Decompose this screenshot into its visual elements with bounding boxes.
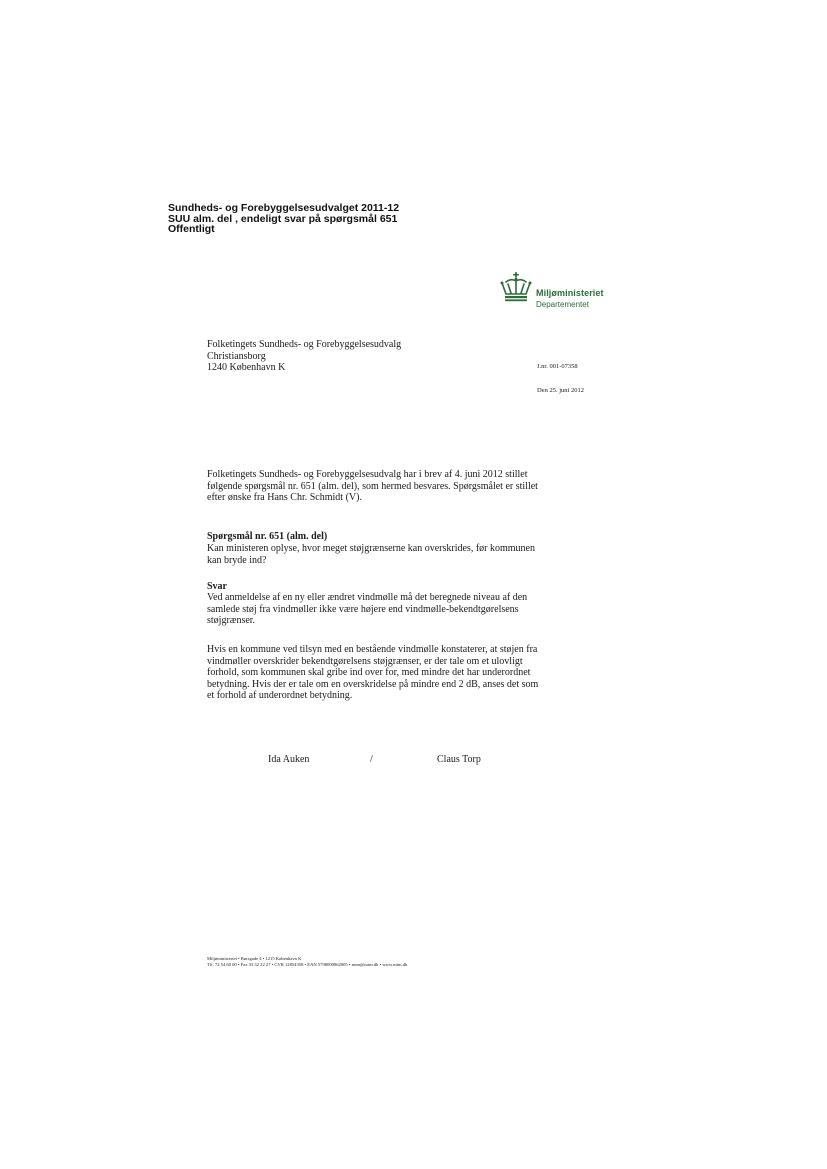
answer-paragraph-2: Hvis en kommune ved tilsyn med en bestående vindmølle konstaterer, at støjen fra vindmøller overskrider bekendtgørelsens støjgrænser, er der tale om et ulovligt forhold, som kommunen skal gribe ind over for, med mindre det har underordnet betydning. Hvis der er tale om en overskridelse på mindre end 2 dB, anses det som et forhold af underordnet betydning. — [207, 644, 539, 701]
logo-department: Departementet — [536, 300, 589, 309]
recipient-line-committee: Folketingets Sundheds- og Forebyggelsesudvalg — [207, 339, 402, 350]
stamp-line-reference: SUU alm. del , endeligt svar på spørgsmål 651 — [168, 212, 398, 225]
letter-date: Den 25. juni 2012 — [537, 387, 584, 394]
document-stamp — [168, 203, 399, 235]
recipient-address — [207, 339, 401, 374]
crown-icon — [498, 272, 534, 302]
journal-number: J.nr. 001-07358 — [537, 363, 578, 370]
footer-contact: Tlf. 72 54 60 00 • Fax 33 32 22 27 • CVR 12854358 • EAN 5798000862005 • mim@mim.dk • www.mim.dk — [207, 962, 408, 967]
stamp-line-committee: Sundheds- og Forebyggelsesudvalget 2011-12 — [168, 202, 400, 214]
footer-address: Miljøministeriet • Børsgade 4 • 1215 København K — [207, 956, 302, 961]
question-text: Kan ministeren oplyse, hvor meget støjgrænserne kan overskrides, før kommunen kan bryde ind? — [207, 543, 535, 566]
signature-separator: / — [370, 754, 373, 765]
answer-paragraph-1: Ved anmeldelse af en ny eller ændret vindmølle må det beregnede niveau af den samlede støj fra vindmøller ikke være højere end vindmølle-bekendtgørelsens støjgrænser. — [207, 592, 528, 626]
signature-name-1: Ida Auken — [268, 754, 310, 765]
recipient-line-building: Christiansborg — [207, 350, 266, 362]
intro-paragraph: Folketingets Sundheds- og Forebyggelsesudvalg har i brev af 4. juni 2012 stillet følgende spørgsmål nr. 651 (alm. del), som hermed besvares. Spørgsmålet er stillet efter ønske fra Hans Chr. Schmidt (V). — [207, 469, 538, 503]
letter-footer — [207, 956, 407, 968]
stamp-line-status: Offentligt — [168, 223, 215, 235]
ministry-logo — [498, 272, 618, 318]
signature-name-2: Claus Torp — [437, 754, 481, 765]
recipient-line-city: 1240 København K — [207, 362, 286, 373]
logo-ministry-name: Miljøministeriet — [536, 288, 604, 298]
answer-heading: Svar — [207, 581, 227, 592]
question-heading: Spørgsmål nr. 651 (alm. del) — [207, 531, 328, 542]
